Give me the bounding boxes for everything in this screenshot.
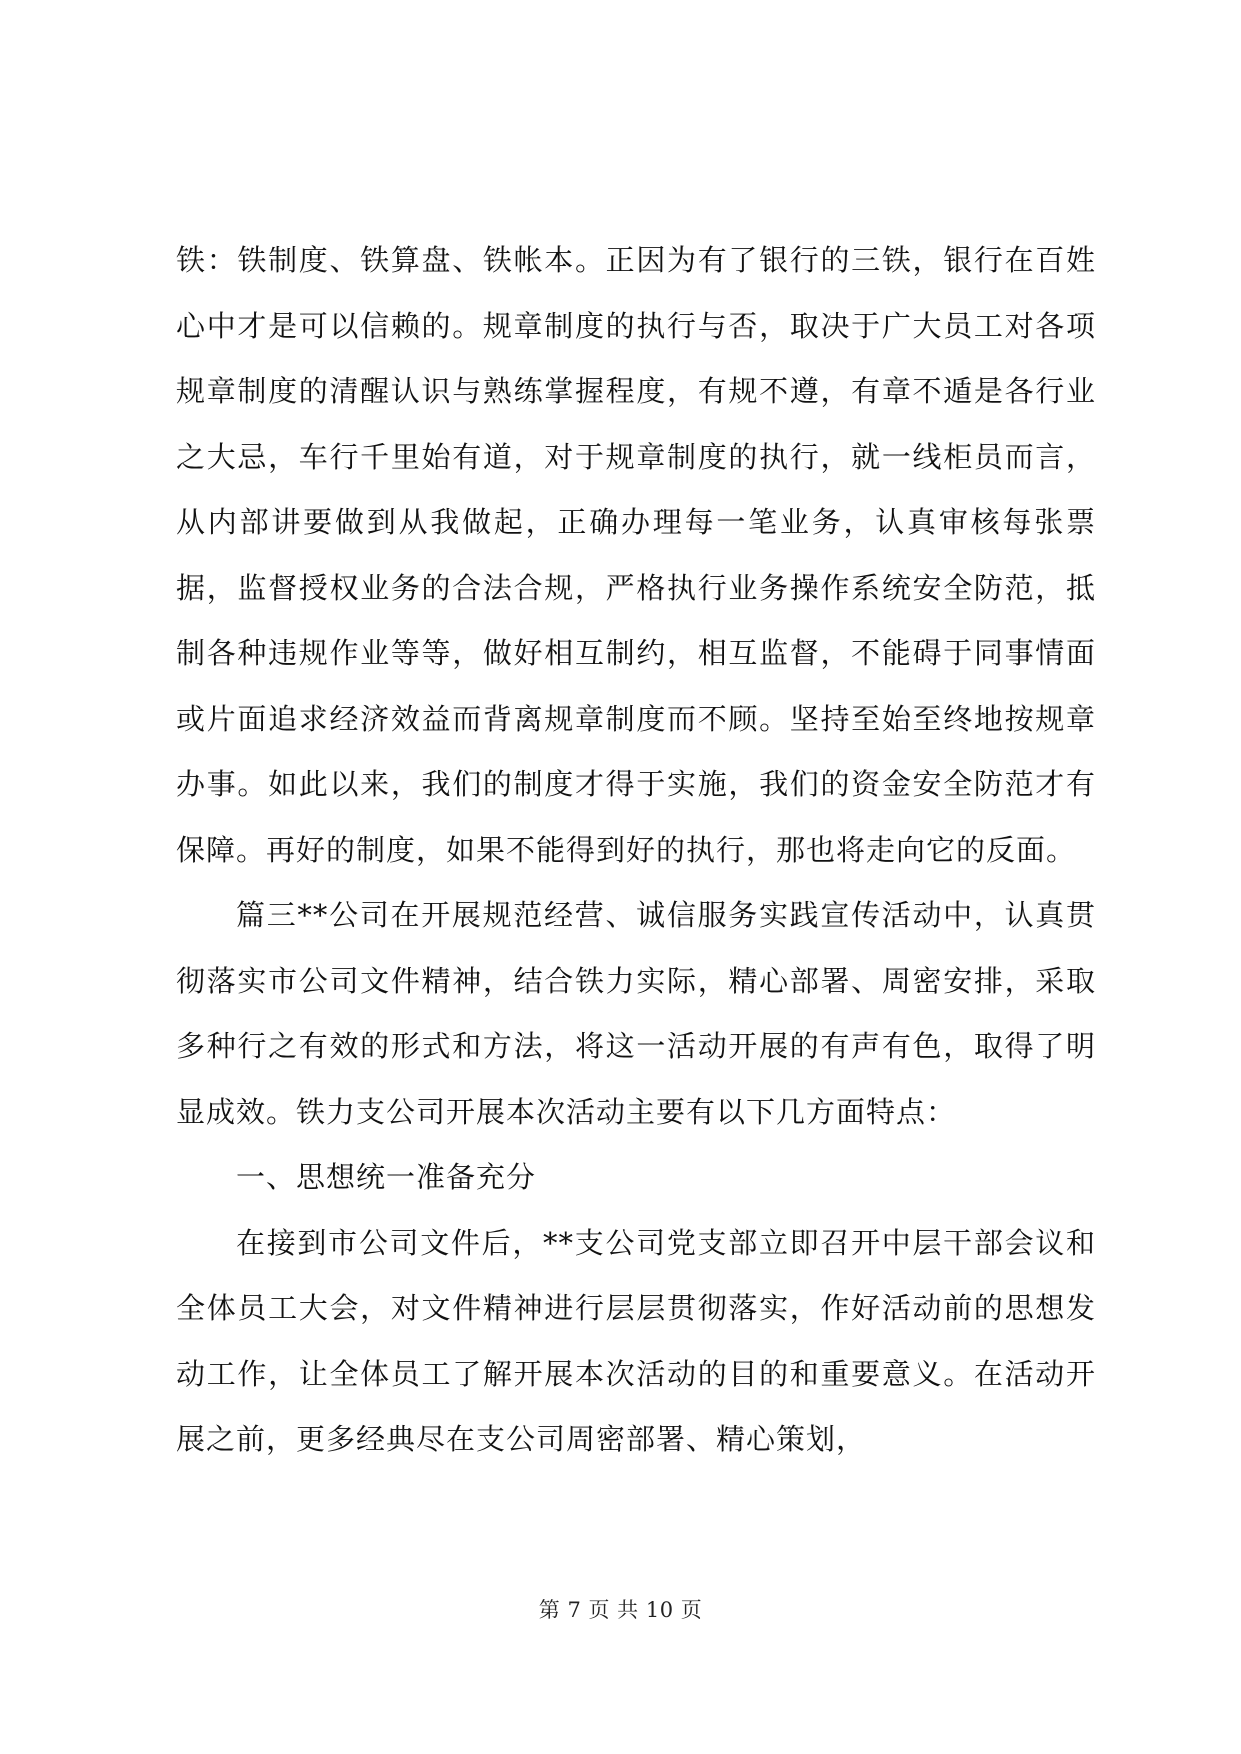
page-number-footer: 第 7 页 共 10 页 [538, 1598, 703, 1622]
section-heading-unified-thinking: 一、思想统一准备充分 [236, 1160, 537, 1194]
document-body [176, 228, 1096, 1473]
paragraph-article-three-intro: 篇三**公司在开展规范经营、诚信服务实践宣传活动中，认真贯彻落实市公司文件精神，结合铁力实际，精心部署、周密安排，采取多种行之有效的形式和方法，将这一活动开展的有声有色，取得了明显成效。铁力支公司开展本次活动主要有以下几方面特点： [176, 898, 1096, 1129]
paragraph-after-receiving-document: 在接到市公司文件后，**支公司党支部立即召开中层干部会议和全体员工大会，对文件精神进行层层贯彻落实，作好活动前的思想发动工作，让全体员工了解开展本次活动的目的和重要意义。在活动开展之前，更多经典尽在支公司周密部署、精心策划， [176, 1225, 1096, 1456]
paragraph-bank-rules: 铁：铁制度、铁算盘、铁帐本。正因为有了银行的三铁，银行在百姓心中才是可以信赖的。规章制度的执行与否，取决于广大员工对各项规章制度的清醒认识与熟练掌握程度，有规不遵，有章不遁是各行业之大忌，车行千里始有道，对于规章制度的执行，就一线柜员而言，从内部讲要做到从我做起，正确办理每一笔业务，认真审核每张票据，监督授权业务的合法合规，严格执行业务操作系统安全防范，抵制各种违规作业等等，做好相互制约，相互监督，不能碍于同事情面或片面追求经济效益而背离规章制度而不顾。坚持至始至终地按规章办事。如此以来，我们的制度才得于实施，我们的资金安全防范才有保障。再好的制度，如果不能得到好的执行，那也将走向它的反面。 [176, 243, 1096, 867]
